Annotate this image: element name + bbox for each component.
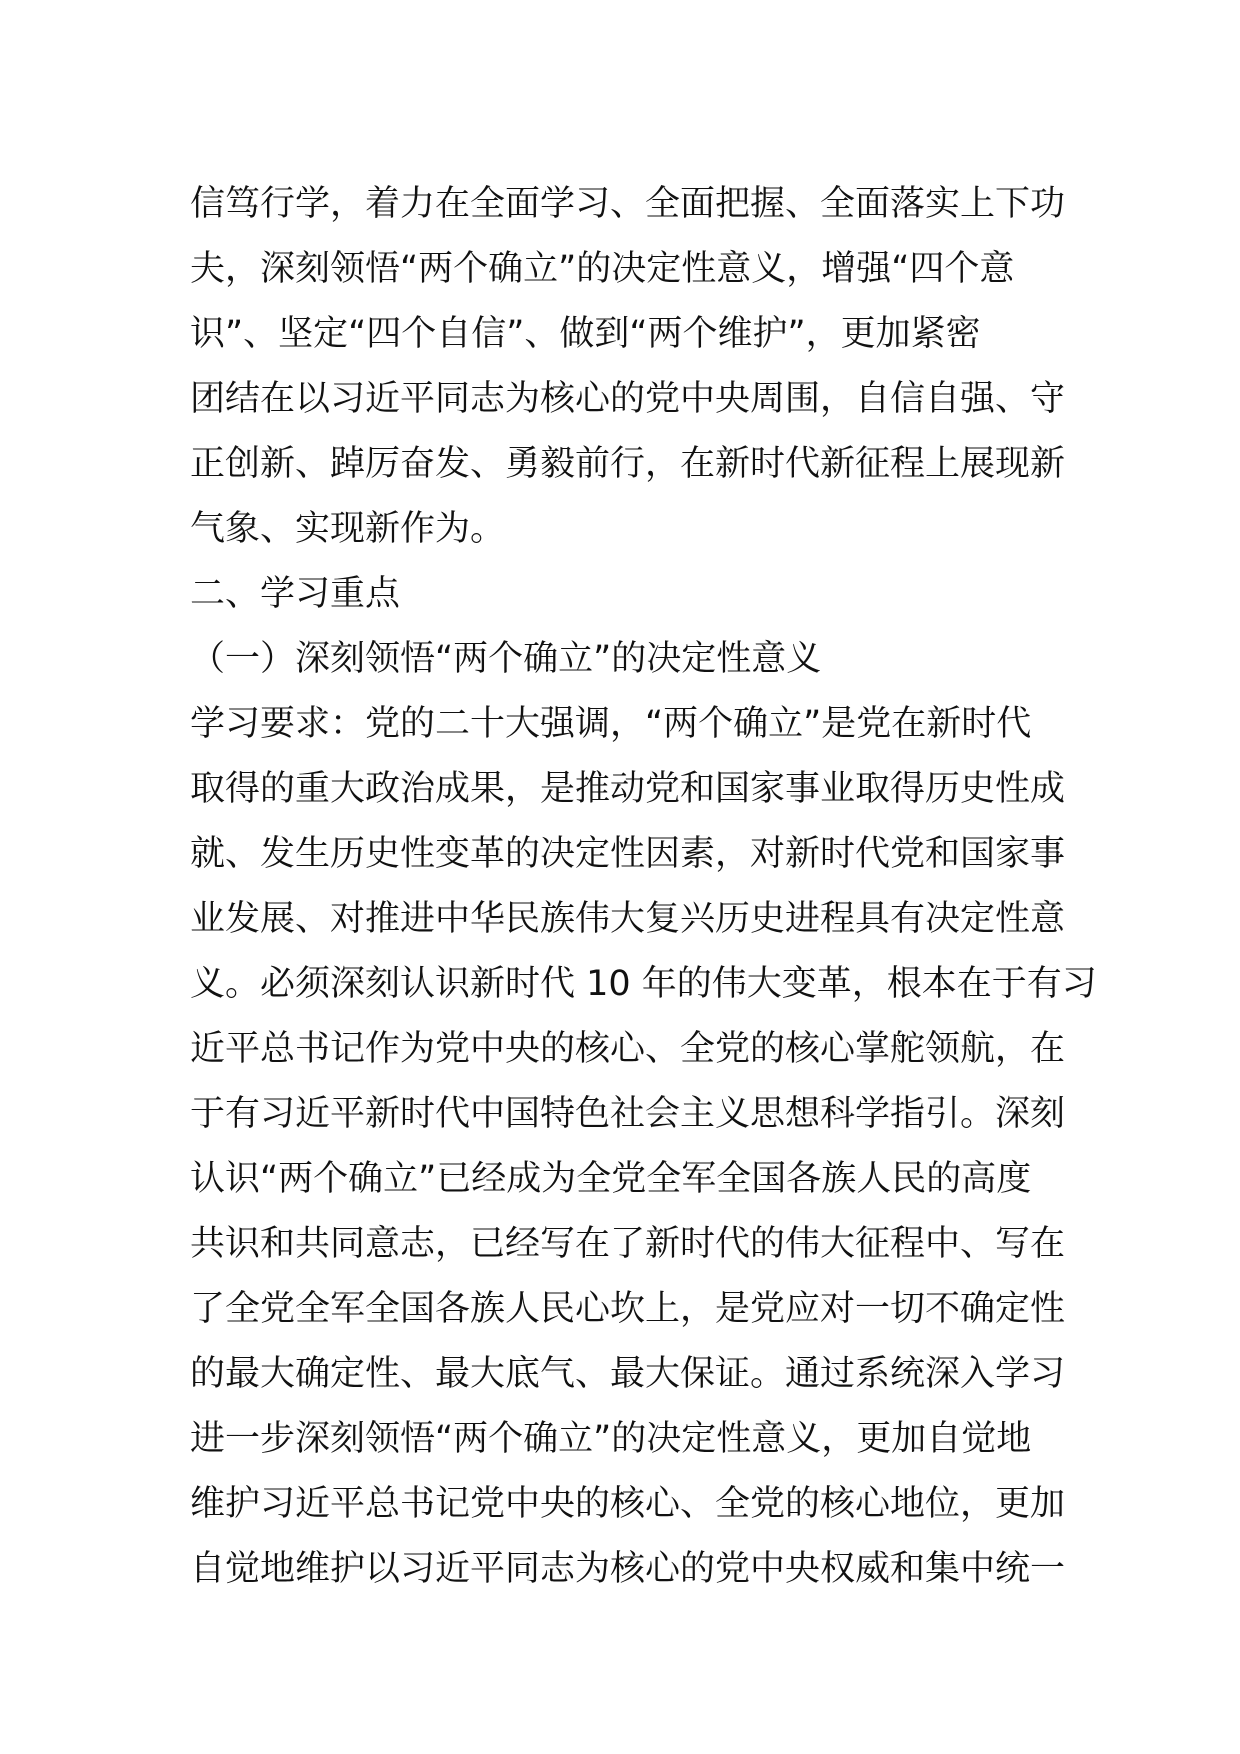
text-line: 业发展、对推进中华民族伟大复兴历史进程具有决定性意	[190, 899, 1066, 939]
text-line: 共识和共同意志，已经写在了新时代的伟大征程中、写在	[190, 1224, 1066, 1264]
text-line: 维护习近平总书记党中央的核心、全党的核心地位，更加	[190, 1484, 1066, 1524]
text-line: 于有习近平新时代中国特色社会主义思想科学指引。深刻	[190, 1094, 1066, 1134]
document-body	[190, 172, 1097, 1602]
text-line: 取得的重大政治成果，是推动党和国家事业取得历史性成	[190, 769, 1066, 809]
text-line: 识”、坚定“四个自信”、做到“两个维护”，更加紧密	[190, 314, 981, 354]
subsection-heading: （一）深刻领悟“两个确立”的决定性意义	[190, 639, 822, 679]
text-line: 气象、实现新作为。	[190, 509, 506, 549]
text-line: 就、发生历史性变革的决定性因素，对新时代党和国家事	[190, 834, 1066, 874]
text-line: 信笃行学，着力在全面学习、全面把握、全面落实上下功	[190, 184, 1066, 224]
text-line: 认识“两个确立”已经成为全党全军全国各族人民的高度	[190, 1159, 1032, 1199]
text-line: 自觉地维护以习近平同志为核心的党中央权威和集中统一	[190, 1549, 1066, 1589]
text-line: 学习要求：党的二十大强调，“两个确立”是党在新时代	[190, 704, 1032, 744]
text-line: 近平总书记作为党中央的核心、全党的核心掌舵领航，在	[190, 1029, 1066, 1069]
text-line: 义。必须深刻认识新时代 10 年的伟大变革，根本在于有习	[190, 964, 1097, 1004]
section-heading: 二、学习重点	[190, 574, 401, 614]
text-line: 进一步深刻领悟“两个确立”的决定性意义，更加自觉地	[190, 1419, 1032, 1459]
text-line: 夫，深刻领悟“两个确立”的决定性意义，增强“四个意	[190, 249, 1015, 289]
text-line: 的最大确定性、最大底气、最大保证。通过系统深入学习	[190, 1354, 1066, 1394]
text-line: 团结在以习近平同志为核心的党中央周围，自信自强、守	[190, 379, 1066, 419]
text-line: 了全党全军全国各族人民心坎上，是党应对一切不确定性	[190, 1289, 1066, 1329]
text-line: 正创新、踔厉奋发、勇毅前行，在新时代新征程上展现新	[190, 444, 1066, 484]
